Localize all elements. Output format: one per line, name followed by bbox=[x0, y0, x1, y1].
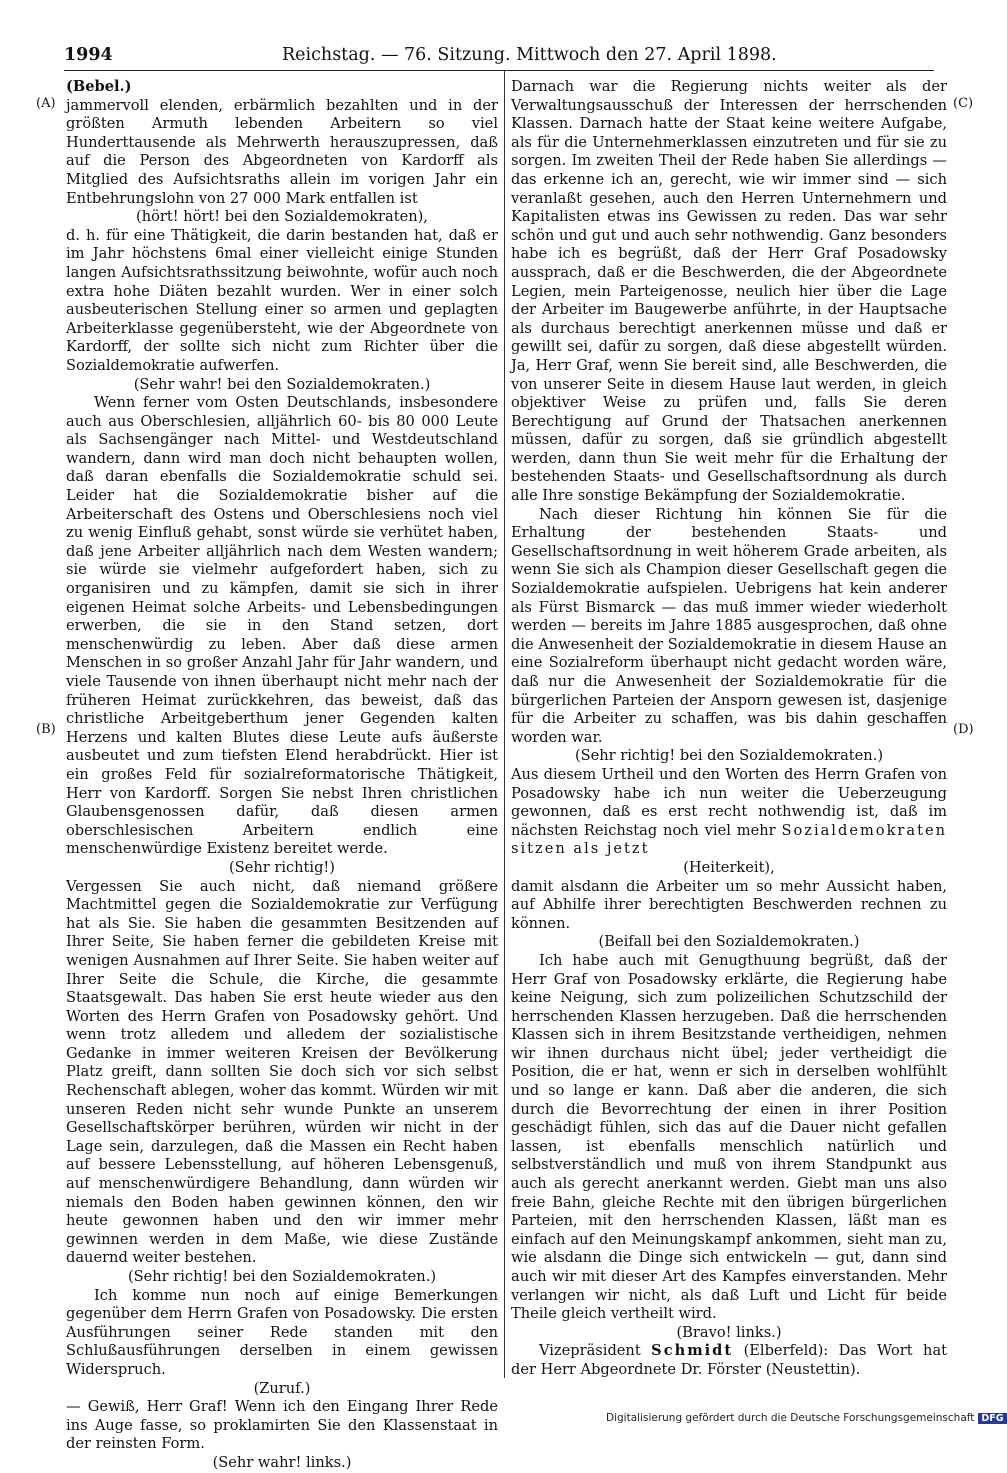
paragraph: d. h. für eine Thätigkeit, die darin bestanden hat, daß er im Jahr höchstens 6mal einer vielleicht einige Stunden langen Aufsichtsrathssitzung beiwohnte, wofür auch noch extra hohe Diäten bezahlt wurden. Wer in einer solch ausbeuterischen Stellung einer so armen und geplagten Arbeiterklasse gegenübersteht, wie der Abgeordnete von Kardorff, der sollte sich nicht zum Richter über die Sozialdemokratie aufwerfen. bbox=[66, 226, 498, 374]
paragraph: Ich habe auch mit Genugthuung begrüßt, daß der Herr Graf von Posadowsky erklärte, die Regierung habe keine Neigung, sich zum polizeilichen Schutzschild der herrschenden Klassen herzugeben. Daß die herrschenden Klassen sich in ihrem Besitzstande vertheidigen, nehmen wir ihnen durchaus nicht übel; jeder vertheidigt die Position, die er hat, wenn er sich in derselben wohlfühlt und so lange er kann. Daß aber die anderen, die sich durch die Bevorrechtung der einen in ihrer Position geschädigt fühlen, sich das auf die Dauer nicht gefallen lassen, ist ebenfalls menschlich natürlich und selbstverständlich und muß von ihrem Standpunkt aus auch als gerecht anerkannt werden. Giebt man uns also freie Bahn, gleiche Rechte mit den übrigen bürgerlichen Parteien, mit den herrschenden Klassen, läßt man es einfach auf den Meinungskampf ankommen, sieht man zu, wie alsdann die Dinge sich entwickeln — gut, dann sind auch wir mit dieser Art des Kampfes einverstanden. Mehr verlangen wir nicht, als daß Luft und Licht für beide Theile gleich vertheilt wird. bbox=[511, 951, 947, 1323]
margin-marker-b: (B) bbox=[36, 722, 56, 737]
credit-text: Digitalisierung gefördert durch die Deutsche Forschungsgemeinschaft bbox=[606, 1412, 975, 1424]
digitization-credit bbox=[606, 1412, 1007, 1424]
reaction: (Sehr richtig! bei den Sozialdemokraten.) bbox=[127, 1268, 437, 1285]
paragraph: Wenn ferner vom Osten Deutschlands, insbesondere auch aus Oberschlesien, alljährlich 60- bis 80 000 Leute als Sachsengänger nach Mittel- und Westdeutschland wandern, dann wird man doch nicht behaupten wollen, daß daran ebenfalls die Sozialdemokratie schuld sei. Leider hat die Sozialdemokratie bisher auf die Arbeiterschaft des Ostens und Oberschlesiens noch viel zu wenig Einfluß gehabt, sonst würde sie verhütet haben, daß jene Arbeiter alljährlich nach dem Westen wandern; sie würde sie vielmehr aufgefordert haben, sich zu organisiren und zu kämpfen, damit sie sich in ihrer eigenen Heimat solche Arbeits- und Lebensbedingungen erwerben, die sie in den Stand setzen, dort menschenwürdig zu leben. Aber daß diese armen Menschen in so großer Anzahl Jahr für Jahr wandern, und viele Tausende von ihnen überhaupt nicht mehr nach der früheren Heimat zurückkehren, das beweist, daß das christliche Arbeitgeberthum jener Gegenden kalten Herzens und kalten Blutes diese Leute aufs äußerste ausbeutet und zum tiefsten Elend herabdrückt. Hier ist ein großes Feld für sozialreformatorische Thätigkeit, Herr von Kardorff. Sorgen Sie nebst Ihren christlichen Glaubensgenossen dafür, daß diesen armen oberschlesischen Arbeitern endlich eine menschenwürdige Existenz bereitet werde. bbox=[66, 394, 498, 858]
reaction: (Beifall bei den Sozialdemokraten.) bbox=[598, 933, 860, 951]
paragraph: damit alsdann die Arbeiter um so mehr Aussicht haben, auf Abhilfe ihrer berechtigten Beschwerden rechnen zu können. bbox=[511, 877, 947, 932]
speaker-label: (Bebel.) bbox=[66, 78, 132, 95]
paragraph: — Gewiß, Herr Graf! Wenn ich den Eingang Ihrer Rede ins Auge fasse, so proklamirten Sie den Klassenstaat in der reinsten Form. bbox=[66, 1398, 498, 1453]
reaction: (Zuruf.) bbox=[253, 1379, 311, 1397]
paragraph: jammervoll elenden, erbärmlich bezahlten und in der größten Armuth lebenden Arbeitern so viel Hunderttausende als Mehrwerth herauszupressen, daß auf die Person des Abgeordneten von Kardorff als Mitglied des Aufsichtsraths allein im vorigen Jahr ein Entbehrungslohn von 27 000 Mark entfallen ist bbox=[66, 96, 498, 207]
right-column bbox=[511, 78, 947, 1380]
paragraph bbox=[511, 1342, 947, 1379]
margin-marker-a: (A) bbox=[36, 96, 56, 111]
emphasized-text: Sozialdemokraten sitzen als jetzt bbox=[511, 821, 948, 858]
left-column bbox=[66, 78, 498, 1473]
paragraph bbox=[511, 766, 947, 859]
paragraph: Vergessen Sie auch nicht, daß niemand größere Machtmittel gegen die Sozialdemokratie zur Verfügung hat als Sie. Sie haben die gesammten Besitzenden auf Ihrer Seite, Sie haben ferner die gebildeten Kreise mit wenigen Ausnahmen auf Ihrer Seite. Sie haben weiter auf Ihrer Seite die Schule, die Kirche, die gesammte Staatsgewalt. Das haben Sie erst heute wieder aus den Worten des Herrn Grafen von Posadowsky gehört. Und wenn trotz alledem und alledem der sozialistische Gedanke in immer weiteren Kreisen der Bevölkerung Platz greift, dann sollten Sie doch sich vor sich selbst Rechenschaft ablegen, woher das kommt. Würden wir mit unseren Reden nicht sehr wunde Punkte an unserem Gesellschaftskörper berühren, würden wir nicht in der Lage sein, darzulegen, daß die Massen ein Recht haben auf bessere Lebensstellung, auf höheren Lebensgenuß, auf menschenwürdigere Behandlung, dann würden wir niemals den Boden haben gewinnen können, den wir heute gewonnen haben und den wir immer mehr gewinnen werden in dem Maße, wie diese Zustände dauernd weiter bestehen. bbox=[66, 877, 498, 1267]
paragraph-text: Aus diesem Urtheil und den Worten des Herrn Grafen von Posadowsky habe ich nun weiter die Ueberzeugung gewonnen, daß es erst recht nothwendig ist, daß im nächsten Reichstag noch viel mehr bbox=[511, 765, 947, 839]
reaction: (Heiterkeit), bbox=[683, 858, 775, 876]
paragraph: Darnach war die Regierung nichts weiter als der Verwaltungsausschuß der Interessen der herrschenden Klassen. Darnach hatte der Staat keine weitere Aufgabe, als für die Unternehmerklassen einzutreten und für sie zu sorgen. Im zweiten Theil der Rede haben Sie allerdings — das erkenne ich an, gerecht, wie wir immer sind — sich veranlaßt gesehen, auch den Herren Unternehmern und Kapitalisten etwas ins Gewissen zu reden. Das war sehr schön und gut und auch sehr nothwendig. Ganz besonders habe ich es begrüßt, daß der Herr Graf Posadowsky aussprach, daß er die Beschwerden, die der Abgeordnete Legien, mein Parteigenosse, neulich hier über die Lage der Arbeiter im Baugewerbe anführte, in der Hauptsache als durchaus berechtigt anerkennen müsse und daß er gewillt sei, dafür zu sorgen, daß diese abgestellt würden. Ja, Herr Graf, wenn Sie bereit sind, alle Beschwerden, die von unserer Seite in diesem Hause laut werden, in gleich objektiver Weise zu prüfen und, falls Sie deren Berechtigung auf Grund der Thatsachen anerkennen müssen, dafür zu sorgen, daß sie gründlich abgestellt werden, dann thun Sie weit mehr für die Erhaltung der bestehenden Staats- und Gesellschaftsordnung als durch alle Ihre sonstige Bekämpfung der Sozialdemokratie. bbox=[511, 78, 947, 505]
page-header bbox=[64, 44, 934, 71]
reaction: (Bravo! links.) bbox=[676, 1323, 782, 1341]
paragraph-text: (Elberfeld): Das Wort hat der Herr Abgeordnete Dr. Förster (Neustettin). bbox=[511, 1342, 948, 1378]
reaction: (hört! hört! bei den Sozialdemokraten), bbox=[136, 208, 428, 226]
margin-marker-c: (C) bbox=[953, 96, 974, 111]
reaction: (Sehr richtig! bei den Sozialdemokraten.) bbox=[574, 747, 884, 765]
page-number: 1994 bbox=[64, 45, 113, 65]
reaction: (Sehr richtig!) bbox=[229, 858, 335, 876]
reaction: (Sehr wahr! bei den Sozialdemokraten.) bbox=[133, 375, 431, 393]
column-divider bbox=[504, 70, 505, 1378]
margin-marker-d: (D) bbox=[953, 722, 974, 737]
dfg-logo: DFG bbox=[978, 1413, 1006, 1424]
paragraph: Ich komme nun noch auf einige Bemerkungen gegenüber dem Herrn Grafen von Posadowsky. Die ersten Ausführungen seiner Rede standen mit den Schlußausführungen derselben in einem gewissen Widerspruch. bbox=[66, 1286, 498, 1378]
reaction: (Sehr wahr! links.) bbox=[212, 1453, 352, 1471]
paragraph: Nach dieser Richtung hin können Sie für die Erhaltung der bestehenden Staats- und Gesellschaftsordnung in weit höherem Grade arbeiten, als wenn Sie sich als Champion dieser Gesellschaft gegen die Sozialdemokratie aufspielen. Uebrigens hat kein anderer als Fürst Bismarck — das muß immer wieder wiederholt werden — bereits im Jahre 1885 ausgesprochen, daß ohne die Anwesenheit der Sozialdemokratie in diesem Hause an eine Sozialreform überhaupt nicht gedacht worden wäre, daß nur die Anwesenheit der Sozialdemokratie für die bürgerlichen Parteien der Ansporn gewesen ist, dasjenige für die Arbeiter zu schaffen, was bis dahin geschaffen worden war. bbox=[511, 505, 947, 746]
speaker-name: Schmidt bbox=[651, 1342, 734, 1360]
speaker-role: Vizepräsident bbox=[539, 1342, 641, 1360]
running-title: Reichstag. — 76. Sitzung. Mittwoch den 27. April 1898. bbox=[282, 45, 777, 65]
